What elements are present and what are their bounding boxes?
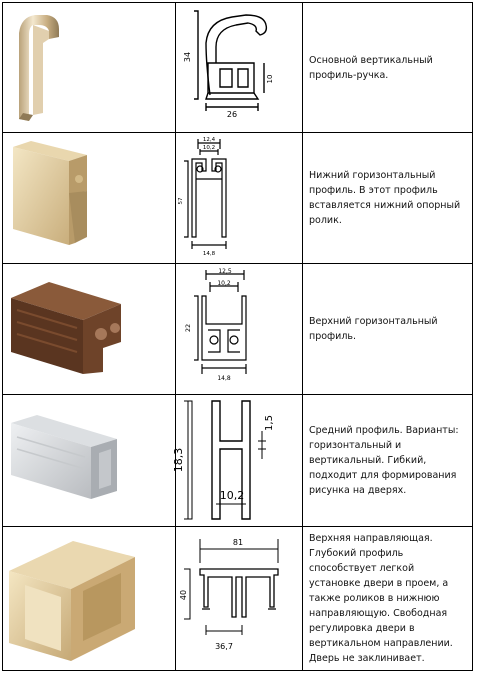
dim-height: 40 [179, 589, 188, 601]
middle-profile-drawing [172, 395, 302, 526]
technical-drawing-cell [172, 395, 303, 527]
dim-bottom: 36,7 [215, 642, 233, 651]
product-photo-cell [3, 527, 176, 671]
dim-width: 14,8 [217, 375, 231, 382]
dim-top-inner: 10,2 [217, 280, 231, 287]
table-row [3, 3, 473, 133]
dim-width: 10,2 [219, 489, 245, 502]
dim-height: 18,3 [172, 447, 185, 473]
dim-width: 26 [226, 110, 238, 119]
middle-profile-photo [3, 395, 175, 526]
top-guide-profile-photo [3, 527, 175, 670]
dim-top-inner: 10,2 [202, 145, 216, 151]
dim-thickness: 1,5 [264, 415, 275, 431]
profile-description: Нижний горизонтальный профиль. В этот профиль вставляется нижний опорный ролик. [303, 133, 473, 264]
vertical-handle-profile-photo [3, 3, 175, 132]
table-row [3, 133, 473, 264]
bottom-profile-drawing [176, 133, 302, 263]
profile-description: Верхний горизонтальный профиль. [303, 264, 473, 395]
product-photo-cell [3, 133, 176, 264]
product-photo-cell [3, 395, 176, 527]
dim-width: 14,8 [202, 251, 216, 257]
dim-height: 22 [184, 323, 192, 333]
product-photo-cell [3, 264, 176, 395]
top-profile-drawing [176, 264, 302, 394]
dim-height: 57 [178, 197, 184, 205]
dim-inner: 10 [266, 74, 274, 84]
product-photo-cell [3, 3, 176, 133]
dim-height: 34 [183, 51, 192, 63]
profile-spec-table [2, 2, 473, 671]
dim-top-outer: 12,4 [202, 137, 216, 143]
handle-profile-drawing [176, 3, 302, 132]
technical-drawing-cell [176, 3, 303, 133]
dim-top-outer: 12,5 [218, 268, 232, 275]
table-row [3, 527, 473, 671]
profile-description: Основной вертикальный профиль-ручка. [303, 3, 473, 133]
top-guide-drawing [176, 527, 302, 670]
profile-description: Средний профиль. Варианты: горизонтальный и вертикальный. Гибкий, подходит для формирования рисунка на дверях. [303, 395, 473, 527]
top-horizontal-profile-photo [3, 264, 175, 394]
technical-drawing-cell [176, 133, 303, 264]
bottom-horizontal-profile-photo [3, 133, 175, 263]
profile-description: Верхняя направляющая. Глубокий профиль способствует легкой установке двери в проем, а также роликов в нижнюю направляющую. Свободная регулировка двери в вертикальном направлении. Дверь не заклинивает. [303, 527, 473, 671]
technical-drawing-cell [176, 264, 303, 395]
table-row [3, 264, 473, 395]
dim-width: 81 [232, 538, 244, 547]
table-row [3, 395, 473, 527]
technical-drawing-cell [176, 527, 303, 671]
